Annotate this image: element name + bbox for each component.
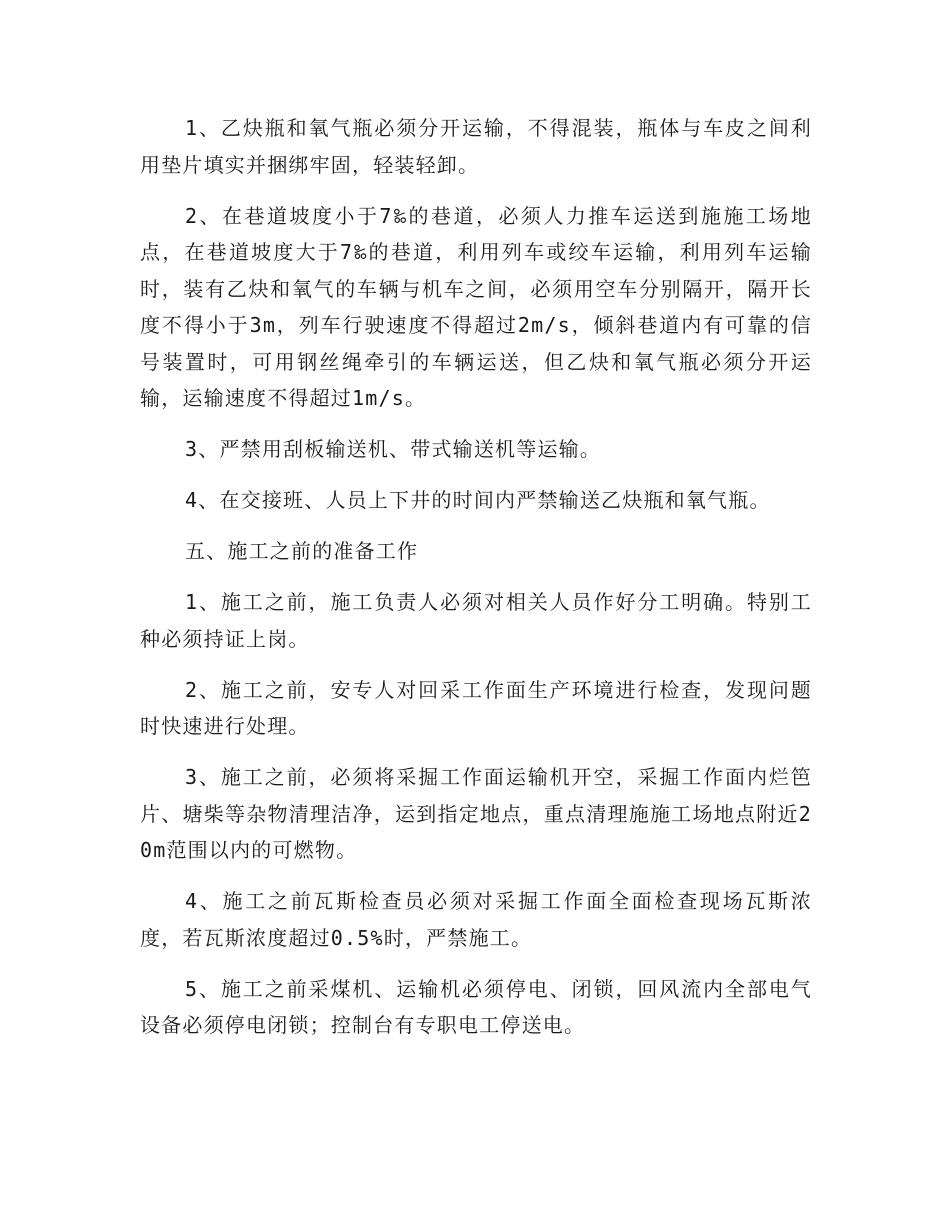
section-heading-preparation: 五、施工之前的准备工作 [185, 539, 419, 563]
paragraph-prep-assignment: 1、施工之前，施工负责人必须对相关人员作好分工明确。特别工种必须持证上岗。 [140, 590, 812, 651]
paragraph-conveyor-ban: 3、严禁用刮板输送机、带式输送机等运输。 [185, 437, 602, 461]
paragraph-prep-gas-check: 4、施工之前瓦斯检查员必须对采掘工作面全面检查现场瓦斯浓度，若瓦斯浓度超过0.5%时，严禁施工。 [140, 889, 812, 950]
paragraph-slope-transport: 2、在巷道坡度小于7‰的巷道，必须人力推车运送到施施工场地点，在巷道坡度大于7‰的巷道，利用列车或绞车运输，利用列车运输时，装有乙炔和氧气的车辆与机车之间，必须用空车分别隔开，隔开长度不得小于3m，列车行驶速度不得超过2m/s，倾斜巷道内有可靠的信号装置时，可用钢丝绳牵引的车辆运送，但乙炔和氧气瓶必须分开运输，运输速度不得超过1m/s。 [140, 203, 812, 410]
paragraph-prep-inspection: 2、施工之前，安专人对回采工作面生产环境进行检查，发现问题时快速进行处理。 [140, 677, 812, 738]
document-body [140, 110, 812, 1058]
paragraph-transport-separate: 1、乙炔瓶和氧气瓶必须分开运输，不得混装，瓶体与车皮之间利用垫片填实并捆绑牢固，轻装轻卸。 [140, 116, 812, 177]
paragraph-shift-change-ban: 4、在交接班、人员上下井的时间内严禁输送乙炔瓶和氧气瓶。 [185, 488, 771, 512]
paragraph-prep-cleanup: 3、施工之前，必须将采掘工作面运输机开空，采掘工作面内烂笆片、塘柴等杂物清理洁净，运到指定地点，重点清理施施工场地点附近20m范围以内的可燃物。 [140, 765, 812, 862]
paragraph-prep-power-off: 5、施工之前采煤机、运输机必须停电、闭锁，回风流内全部电气设备必须停电闭锁；控制台有专职电工停送电。 [140, 976, 812, 1037]
